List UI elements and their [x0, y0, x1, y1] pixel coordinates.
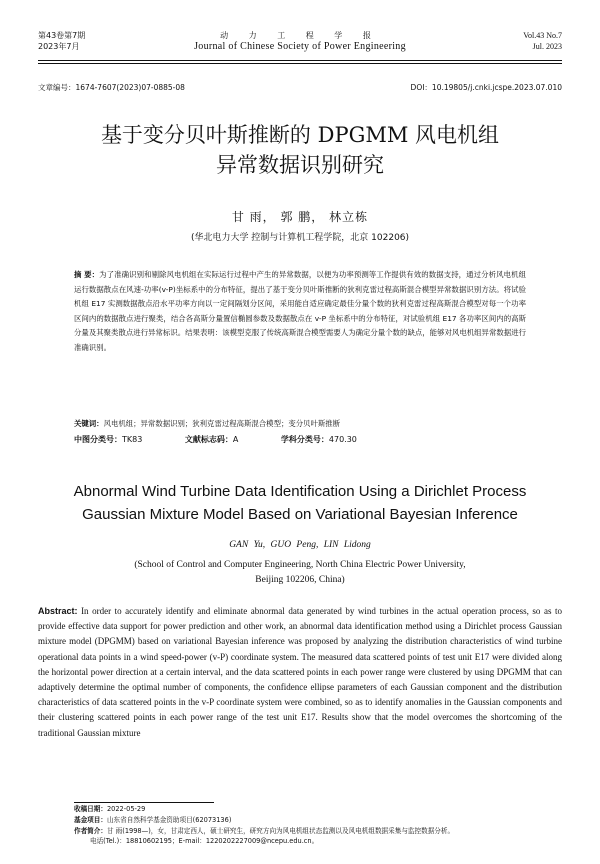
subject-value: 470.30 [328, 435, 357, 444]
abstract-cn [74, 268, 526, 356]
footnote-contact: 电话(Tel.)：18810602195；E-mail：1220202227009@ncepu.edu.cn。 [90, 837, 319, 846]
abstract-en-label: Abstract: [38, 606, 78, 616]
keywords-cn-label: 关键词： [74, 419, 104, 428]
fund-text: 山东省自然科学基金资助项目(62073136) [106, 815, 232, 824]
footnote-author [74, 826, 554, 837]
fund-label: 基金项目： [74, 815, 107, 824]
abstract-en-text: In order to accurately identify and eliminate abnormal data generated by wind turbines in the actual operation process, so as to provide effective data support for power prediction and other work, an abnormal data identification method using a Dirichlet process Gaussian mixture model (DPGMM) based on variational Bayesian inference was proposed by analyzing the distribution characteristics of wind turbine operational data points in a wind speed-power (v-P) coordinate system. The measured data scattered points of test unit E17 were divided along the horizontal power direction at a certain interval, and the data scattered points in each power range were clustered by using DPGMM that can adaptively determine the optimal number of components, the confidence ellipse parameters of each Gaussian component and the distribution characteristics of data scattered points in the v-P coordinate system were combined, so as to identify anomalies in the Gaussian components and their clustering scattered points in each power range of the test unit E17. Results show that the model overcomes the shortcoming of the traditional Gaussian mixture [38, 606, 562, 738]
doc-code-value: A [232, 435, 239, 444]
date-en: Jul. 2023 [532, 42, 562, 51]
abstract-cn-label: 摘 要： [74, 270, 100, 279]
affiliation-en-line2: Beijing 102206, China) [255, 575, 345, 585]
header-rule-thick [38, 60, 562, 61]
journal-name-en: Journal of Chinese Society of Power Engineering [194, 41, 406, 52]
affiliation-cn: (华北电力大学 控制与计算机工程学院，北京 102206) [190, 233, 410, 243]
header-rule-thin [38, 63, 562, 64]
footnote-received [74, 804, 554, 815]
title-en-line2: Gaussian Mixture Model Based on Variational Bayesian Inference [82, 506, 518, 523]
clc-label: 中图分类号： [74, 435, 122, 444]
author-bio: 甘 雨(1998—)，女，甘肃定西人，硕士研究生，研究方向为风电机组状态监测以及风电机组数据采集与监控数据分析。 [106, 826, 455, 835]
title-en-line1: Abnormal Wind Turbine Data Identification Using a Dirichlet Process [73, 483, 527, 500]
footnote-fund [74, 815, 554, 826]
authors-cn: 甘 雨， 郭 鹏， 林立栋 [231, 210, 369, 224]
journal-name-cn: 动 力 工 程 学 报 [220, 31, 380, 40]
subject-label: 学科分类号： [280, 435, 329, 444]
keywords-cn-text: 风电机组；异常数据识别；狄利克雷过程高斯混合模型；变分贝叶斯推断 [103, 419, 341, 428]
abstract-en [38, 604, 562, 741]
received-label: 收稿日期： [74, 805, 107, 813]
author-label: 作者简介： [74, 826, 107, 835]
article-number: 文章编号：1674-7607(2023)07-0885-08 [38, 83, 185, 92]
header-right [523, 30, 562, 52]
footnote-rule [74, 802, 214, 803]
authors-en: GAN Yu, GUO Peng, LIN Lidong [229, 540, 371, 550]
volume-cn: 第43卷第7期 [38, 31, 86, 40]
classification-cn [74, 434, 526, 445]
affiliation-en [60, 558, 540, 588]
abstract-cn-text: 为了准确识别和剔除风电机组在实际运行过程中产生的异常数据，以便为功率预测等工作提供有效的数据支持，通过分析风电机组运行数据散点在风速-功率(v-P)坐标系中的分布特征，提出了基于变分贝叶斯推断的狄利克雷过程高斯混合模型异常数据识别方法。将试验机组 E17 实测数据散点沿水平功率方向以一定间隔划分区间，采用能自适应确定最佳分量个数的狄利克雷过程高斯混合模型对每一个功率区间内的数据散点进行聚类，结合各高斯分量置信椭圆参数及数据散点在 v-P 坐标系中的分布特征，对试验机组 E17 各功率区间内的高斯分量及其聚类散点进行异常标识。结果表明：该模型克服了传统高斯混合模型需要人为确定分量个数的缺点，能够对风电机组异常数据进行准确识别。 [74, 270, 526, 352]
clc-value: TK83 [122, 435, 143, 444]
title-cn-line1: 基于变分贝叶斯推断的 DPGMM 风电机组 [100, 123, 500, 147]
header-left [38, 30, 85, 52]
affiliation-en-line1: (School of Control and Computer Engineering, North China Electric Power University, [134, 560, 466, 570]
volume-en: Vol.43 No.7 [523, 31, 562, 40]
date-cn: 2023年7月 [38, 42, 80, 51]
footnotes [74, 804, 554, 847]
title-cn-line2: 异常数据识别研究 [216, 153, 384, 177]
doc-code-label: 文献标志码： [184, 435, 233, 444]
doi: DOI：10.19805/j.cnki.jcspe.2023.07.010 [410, 83, 562, 92]
header-center [150, 30, 450, 52]
keywords-cn [74, 418, 526, 429]
title-en [40, 480, 560, 526]
received-date: 2022-05-29 [106, 805, 146, 813]
title-cn [60, 120, 540, 180]
